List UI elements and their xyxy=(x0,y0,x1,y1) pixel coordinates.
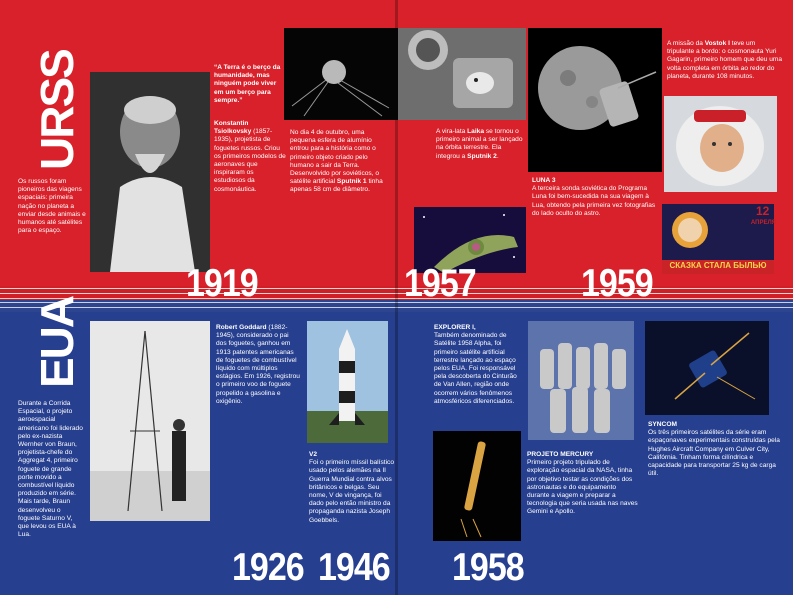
eua-intro: Durante a Corrida Espacial, o projeto aeroespacial americano foi liderado pelo ex-nazista Wernher von Braun, projetista-chefe do Aggregat 4, primeiro foguete de grande porte movido a combustível líquido produzido em série. Mais tarde, Braun desenvolveu o foguete Saturno V, que levou os EUA à Lua. xyxy=(18,400,83,539)
luna3-title: LUNA 3 xyxy=(532,177,556,184)
tsiolkovsky-name: Konstantin Tsiolkovsky xyxy=(214,120,252,136)
goddard-photo xyxy=(90,321,210,521)
year-1959: 1959 xyxy=(581,261,653,306)
vostok-desc-a: A missão da xyxy=(667,40,705,47)
gagarin-photo xyxy=(664,96,777,192)
goddard-name: Robert Goddard xyxy=(216,324,267,331)
laika-desc-a: A vira-lata xyxy=(436,128,468,135)
goddard-desc: (1882-1945), considerado o pai dos foguetes, ganhou em 1913 patentes americanas de foguetes de combustível líquido com múltiplos estágios. Em 1926, registrou o primeiro voo de foguete propelido a gasolina e oxigênio. xyxy=(216,324,300,405)
sputnik1-desc-a: No dia 4 de outubro, uma pequena esfera de alumínio entrou para a história como o primeiro objeto criado pelo humano a sair da Terra. Desenvolvido por soviéticos, o satélite artificial xyxy=(290,129,380,186)
mercury-title: PROJETO MERCURY xyxy=(527,451,594,458)
urss-heading: URSS xyxy=(31,50,83,170)
sputnik1-photo xyxy=(284,28,398,120)
mercury-text xyxy=(527,451,639,517)
laika-desc-b: se tornou o primeiro animal a ser lançado na órbita terrestre. Ela integrou a xyxy=(436,128,523,160)
tsiolkovsky-text xyxy=(214,120,286,194)
syncom-desc: Os três primeiros satélites da série eram espaçonaves experimentais construídas pela Hughes Aircraft Company em Culver City, Califórnia. Tinham forma cilíndrica e capacidade para transportar 25 kg de carga útil. xyxy=(648,429,780,478)
syncom-photo xyxy=(645,321,769,415)
tsiolkovsky-quote: “A Terra é o berço da humanidade, mas ninguém pode viver em um berço para sempre.” xyxy=(214,64,281,104)
laika-desc-c: . xyxy=(496,152,499,160)
explorer-text xyxy=(434,324,524,406)
v2-title: V2 xyxy=(309,451,318,458)
v2-text xyxy=(309,451,395,525)
urss-intro: Os russos foram pioneiros das viagens espaciais: primeira nação no planeta a enviar desde animais e humanos até satélites para o espaço. xyxy=(18,178,86,235)
vostok-name: Vostok I xyxy=(704,40,730,47)
explorer-desc: Também denominado de Satélite 1958 Alpha, foi primeiro satélite artificial terrestre lançado ao espaço pelos EUA. Foi responsável pela descoberta do Cinturão de Van Allen, região onde ocorrem vários fenômenos atmosféricos diferenciados. xyxy=(434,332,517,405)
poster-month: АПРЕЛЯ xyxy=(750,220,776,226)
sputnik2-name: Sputnik 2 xyxy=(467,152,497,160)
laika-photo xyxy=(398,28,526,120)
vostok-text xyxy=(667,40,783,81)
luna3-text xyxy=(532,177,660,218)
vostok-desc-b: teve um tripulante a bordo: o cosmonauta Yuri Gagarin, primeiro homem que deu uma volta completa em órbita ao redor do planeta, durante 108 minutos. xyxy=(667,40,783,80)
laika-name: Laika xyxy=(467,128,485,135)
sputnik1-text xyxy=(290,129,388,195)
year-1919: 1919 xyxy=(186,261,258,306)
laika-text xyxy=(436,128,524,161)
year-1958: 1958 xyxy=(452,545,524,590)
mercury-desc: Primeiro projeto tripulado de exploração espacial da NASA, tinha por objetivo testar as condições dos astronautas e do equipamento durante a viagem e preparar a tecnologia que seria usada nas naves Gemini e Apollo. xyxy=(527,459,638,516)
year-1926: 1926 xyxy=(232,545,304,590)
syncom-text xyxy=(648,421,780,478)
tsiolkovsky-desc: (1857-1935), projetista de foguetes russos. Criou os primeiros modelos de aeronaves que inspiraram os estudiosos da cosmonáutica. xyxy=(214,128,286,193)
luna3-photo xyxy=(528,28,662,172)
tsiolkovsky-photo xyxy=(90,72,210,272)
v2-photo xyxy=(307,321,388,443)
eua-heading: EUA xyxy=(31,296,83,388)
year-1957: 1957 xyxy=(404,261,476,306)
sputnik1-name: Sputnik 1 xyxy=(336,178,367,186)
explorer-photo xyxy=(433,431,521,541)
sputnik1-desc-b: tinha apenas 58 cm de diâmetro. xyxy=(290,178,383,194)
mercury-photo xyxy=(528,321,634,440)
year-1946: 1946 xyxy=(318,545,390,590)
syncom-title: SYNCOM xyxy=(648,421,677,428)
poster-number: 12 xyxy=(756,204,770,218)
luna3-desc: A terceira sonda soviética do Programa Luna foi bem-sucedida na sua viagem à Lua, obtendo pela primeira vez fotografias do lado oculto do astro. xyxy=(532,185,656,217)
poster-banner: СКАЗКА СТАЛА БЫЛЬЮ xyxy=(669,261,767,270)
goddard-text xyxy=(216,324,300,406)
explorer-title: EXPLORER I, xyxy=(434,324,476,331)
v2-desc: Foi o primeiro míssil balístico usado pelos alemães na II Guerra Mundial contra alvos britânicos e belgas. Seu nome, V de vingança, foi dado pelo então ministro da propaganda nazista Joseph Goebbels. xyxy=(309,459,395,524)
